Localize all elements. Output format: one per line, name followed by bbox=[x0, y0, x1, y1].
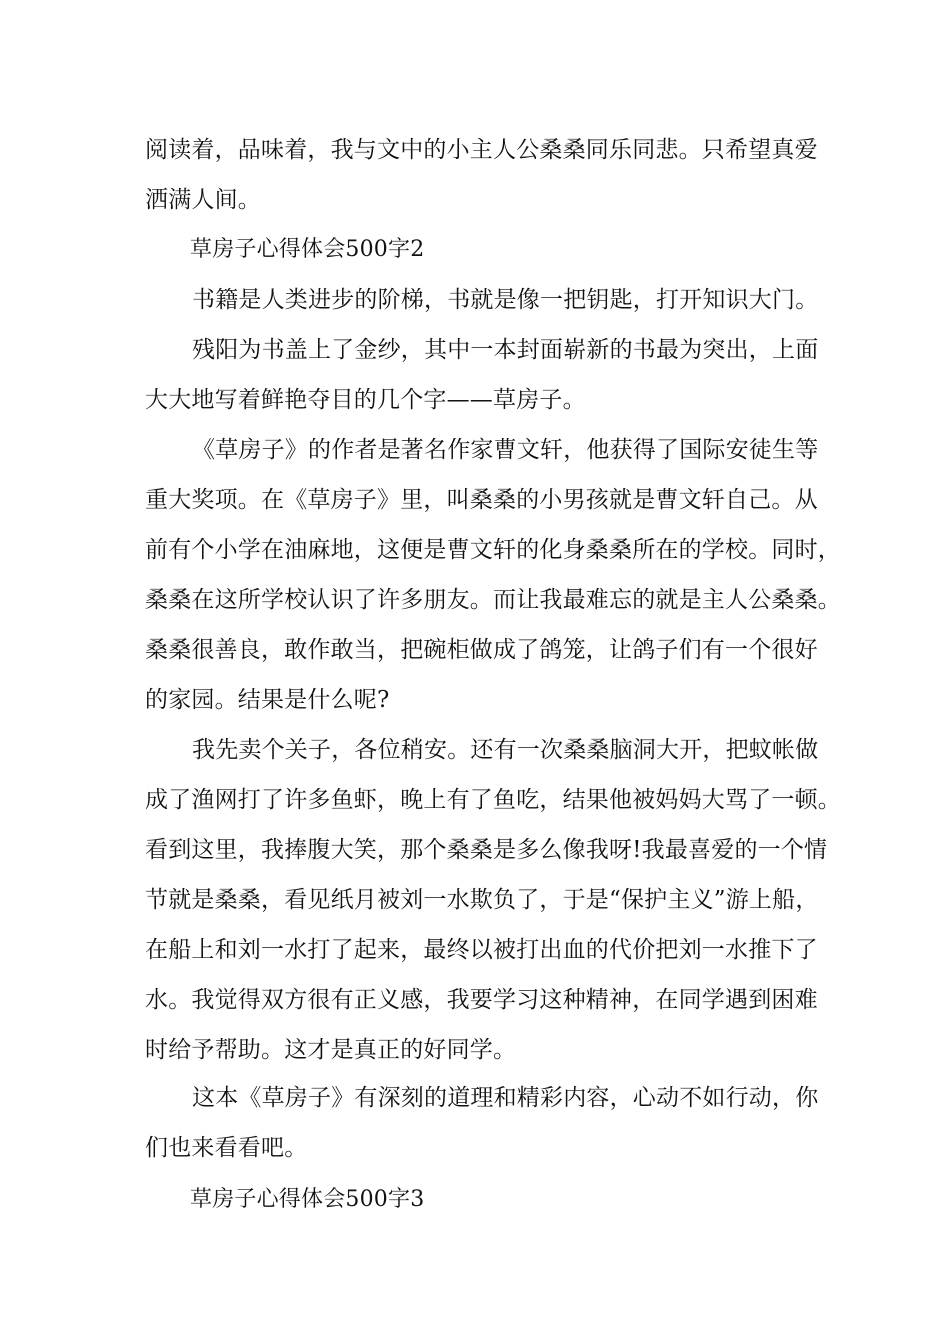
paragraph-line: 我先卖个关子，各位稍安。还有一次桑桑脑洞大开，把蚊帐做 bbox=[192, 737, 819, 763]
paragraph-line: 洒满人间。 bbox=[145, 187, 261, 213]
paragraph-line: 阅读着，品味着，我与文中的小主人公桑桑同乐同悲。只希望真爱 bbox=[145, 137, 818, 163]
paragraph-line: 节就是桑桑，看见纸月被刘一水欺负了，于是“保护主义”游上船， bbox=[145, 887, 819, 913]
section-heading: 草房子心得体会500字2 bbox=[190, 237, 425, 262]
paragraph-line: 这本《草房子》有深刻的道理和精彩内容，心动不如行动，你 bbox=[192, 1085, 819, 1111]
paragraph-line: 看到这里，我捧腹大笑，那个桑桑是多么像我呀!我最喜爱的一个情 bbox=[145, 837, 828, 863]
paragraph-line: 大大地写着鲜艳夺目的几个字——草房子。 bbox=[145, 387, 586, 413]
paragraph-line: 残阳为书盖上了金纱，其中一本封面崭新的书最为突出，上面 bbox=[192, 337, 819, 363]
section-heading: 草房子心得体会500字3 bbox=[190, 1187, 425, 1212]
paragraph-line: 们也来看看吧。 bbox=[145, 1135, 308, 1161]
paragraph-line: 在船上和刘一水打了起来，最终以被打出血的代价把刘一水推下了 bbox=[145, 937, 818, 963]
paragraph-line: 成了渔网打了许多鱼虾，晚上有了鱼吃，结果他被妈妈大骂了一顿。 bbox=[145, 787, 841, 813]
paragraph-line: 水。我觉得双方很有正义感，我要学习这种精神，在同学遇到困难 bbox=[145, 987, 818, 1013]
paragraph-line: 桑桑在这所学校认识了许多朋友。而让我最难忘的就是主人公桑桑。 bbox=[145, 587, 841, 613]
paragraph-line: 书籍是人类进步的阶梯，书就是像一把钥匙，打开知识大门。 bbox=[192, 287, 819, 313]
paragraph-line: 时给予帮助。这才是真正的好同学。 bbox=[145, 1037, 517, 1063]
paragraph-line: 《草房子》的作者是著名作家曹文轩，他获得了国际安徒生等 bbox=[192, 437, 819, 463]
paragraph-line: 重大奖项。在《草房子》里，叫桑桑的小男孩就是曹文轩自己。从 bbox=[145, 487, 818, 513]
paragraph-line: 前有个小学在油麻地，这便是曹文轩的化身桑桑所在的学校。同时， bbox=[145, 537, 841, 563]
paragraph-line: 的家园。结果是什么呢? bbox=[145, 687, 390, 713]
paragraph-line: 桑桑很善良，敢作敢当，把碗柜做成了鸽笼，让鸽子们有一个很好 bbox=[145, 637, 818, 663]
